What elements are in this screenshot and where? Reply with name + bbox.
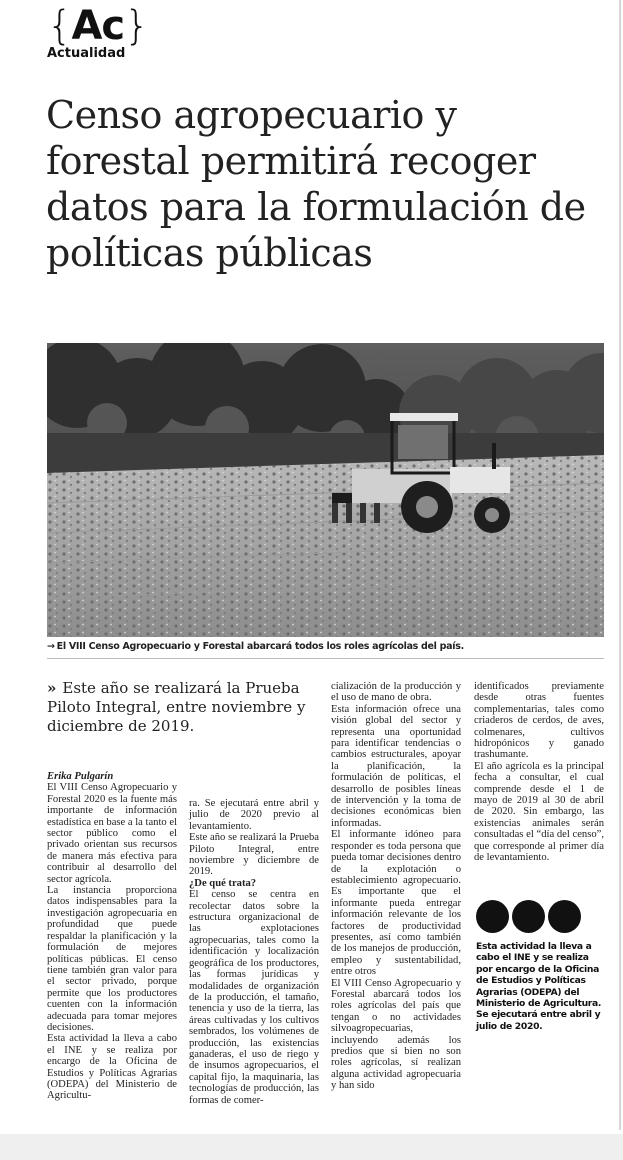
photo-illustration <box>47 343 604 637</box>
tractor-field-photo <box>47 343 604 637</box>
dot-icon <box>476 900 509 933</box>
article-paragraph: cialización de la producción y el uso de mano de obra. <box>331 681 461 704</box>
article-column-1 <box>47 771 177 1102</box>
article-column-4 <box>474 681 604 864</box>
pull-quote-mark: » <box>47 679 57 697</box>
photo-caption <box>47 641 607 652</box>
article-paragraph: Esta actividad la lleva a cabo el INE y se realiza por encargo de la Oficina de Estudios y Políticas Agrarias (ODEPA) del Ministerio de Agricultu- <box>47 1033 177 1102</box>
caption-divider <box>47 658 604 659</box>
article-paragraph: El censo se centra en recolectar datos sobre la estructura organizacional de las explotaciones agropecuarias, tales como la identificación y localización geográfica de los productores, las formas jurídicas y modalidades de organización de la producción, el tamaño, tenencia y uso de la tierra, las áreas cultivadas y los cultivos sembrados, los volúmenes de producción, las existencias ganaderas, el uso de riego y de insumos agropecuarios, el capital fijo, la maquinaria, las tecnologías de producción, las formas de comer- <box>189 889 319 1106</box>
article-paragraph: identificados previamente desde otras fuentes complementarias, tales como criaderos de cerdos, de aves, colmenares, cultivos hidropónicos y ganado trashumante. <box>474 681 604 761</box>
article-paragraph: La instancia proporciona datos indispensables para la investigación agropecuaria en profundidad que puede respaldar la planificación y la formulación de mejores políticas públicas. El censo tiene también gran valor para el sector privado, porque permite que los productores cuenten con la información adecuada para tomar mejores decisiones. <box>47 885 177 1033</box>
logo-letters: Ac <box>71 3 125 49</box>
page-edge-rule <box>619 0 621 1130</box>
pull-quote <box>47 679 309 736</box>
article-subhead: ¿De qué trata? <box>189 877 257 889</box>
article-paragraph: El VIII Censo Agropecuario y Forestal abarcará todos los roles agrícolas del país que tengan o no actividades silvoagropecuarias, incluyendo además los predios que si bien no son roles agrícolas, sí realizan alguna actividad agropecuaria y han sido <box>331 977 461 1092</box>
article-paragraph: El informante idóneo para responder es toda persona que pueda tomar decisiones dentro de la explotación o establecimiento agropecuario. Es importante que el informante pueda entregar información relevante de los factores de productividad presentes, así como también de los manejos de producción, empleo y sustentabilidad, entre otros <box>331 829 461 978</box>
section-logo <box>47 4 149 61</box>
bottom-bar <box>0 1134 623 1160</box>
dot-icon <box>548 900 581 933</box>
pull-quote-text: Este año se realizará la Prueba Piloto Integral, entre noviembre y diciembre de 2019. <box>47 679 306 735</box>
info-box-text: Esta actividad la lleva a cabo el INE y se realiza por encargo de la Oficina de Estudios y Políticas Agrarias (ODEPA) del Ministerio de Agricultura. Se ejecutará entre abril y julio de 2020. <box>476 941 602 1032</box>
article-paragraph: ra. Se ejecutará entre abril y julio de 2020 previo al levantamiento. <box>189 798 319 832</box>
article-headline: Censo agropecuario y forestal permitirá recoger datos para la formulación de políticas públicas <box>46 93 586 275</box>
section-logo-mark <box>47 4 149 48</box>
dot-icon <box>512 900 545 933</box>
caption-text: El VIII Censo Agropecuario y Forestal abarcará todos los roles agrícolas del país. <box>56 641 464 652</box>
logo-brace-open: { <box>47 3 72 49</box>
three-dots-icon <box>476 900 586 934</box>
article-column-3 <box>331 681 461 1092</box>
logo-brace-close: } <box>124 3 149 49</box>
article-column-2 <box>189 798 319 1106</box>
article-byline: Erika Pulgarín <box>47 771 114 782</box>
article-paragraph: Este año se realizará la Prueba Piloto Integral, entre noviembre y diciembre de 2019. <box>189 832 319 878</box>
article-paragraph: El año agrícola es la principal fecha a consultar, el cual comprende desde el 1 de mayo de 2019 al 30 de abril de 2020. Sin embargo, las existencias animales serán consultadas el “día del censo”, que corresponde al primer día de levantamiento. <box>474 760 604 864</box>
article-paragraph: El VIII Censo Agropecuario y Forestal 2020 es la fuente más importante de información estadística en base a la tanto el sector público como el privado orientan sus recursos de manera más efectiva para contribuir al desarrollo del sector agrícola. <box>47 782 178 885</box>
caption-arrow-icon: → <box>47 641 55 652</box>
section-name: Actualidad <box>47 46 126 61</box>
article-paragraph: Esta información ofrece una visión global del sector y representa una oportunidad para identificar tendencias o cambios estructurales, apoyar la planificación, la formulación de políticas, el desarrollo de posibles líneas de intervención y la toma de decisiones económicas bien informadas. <box>331 703 461 829</box>
